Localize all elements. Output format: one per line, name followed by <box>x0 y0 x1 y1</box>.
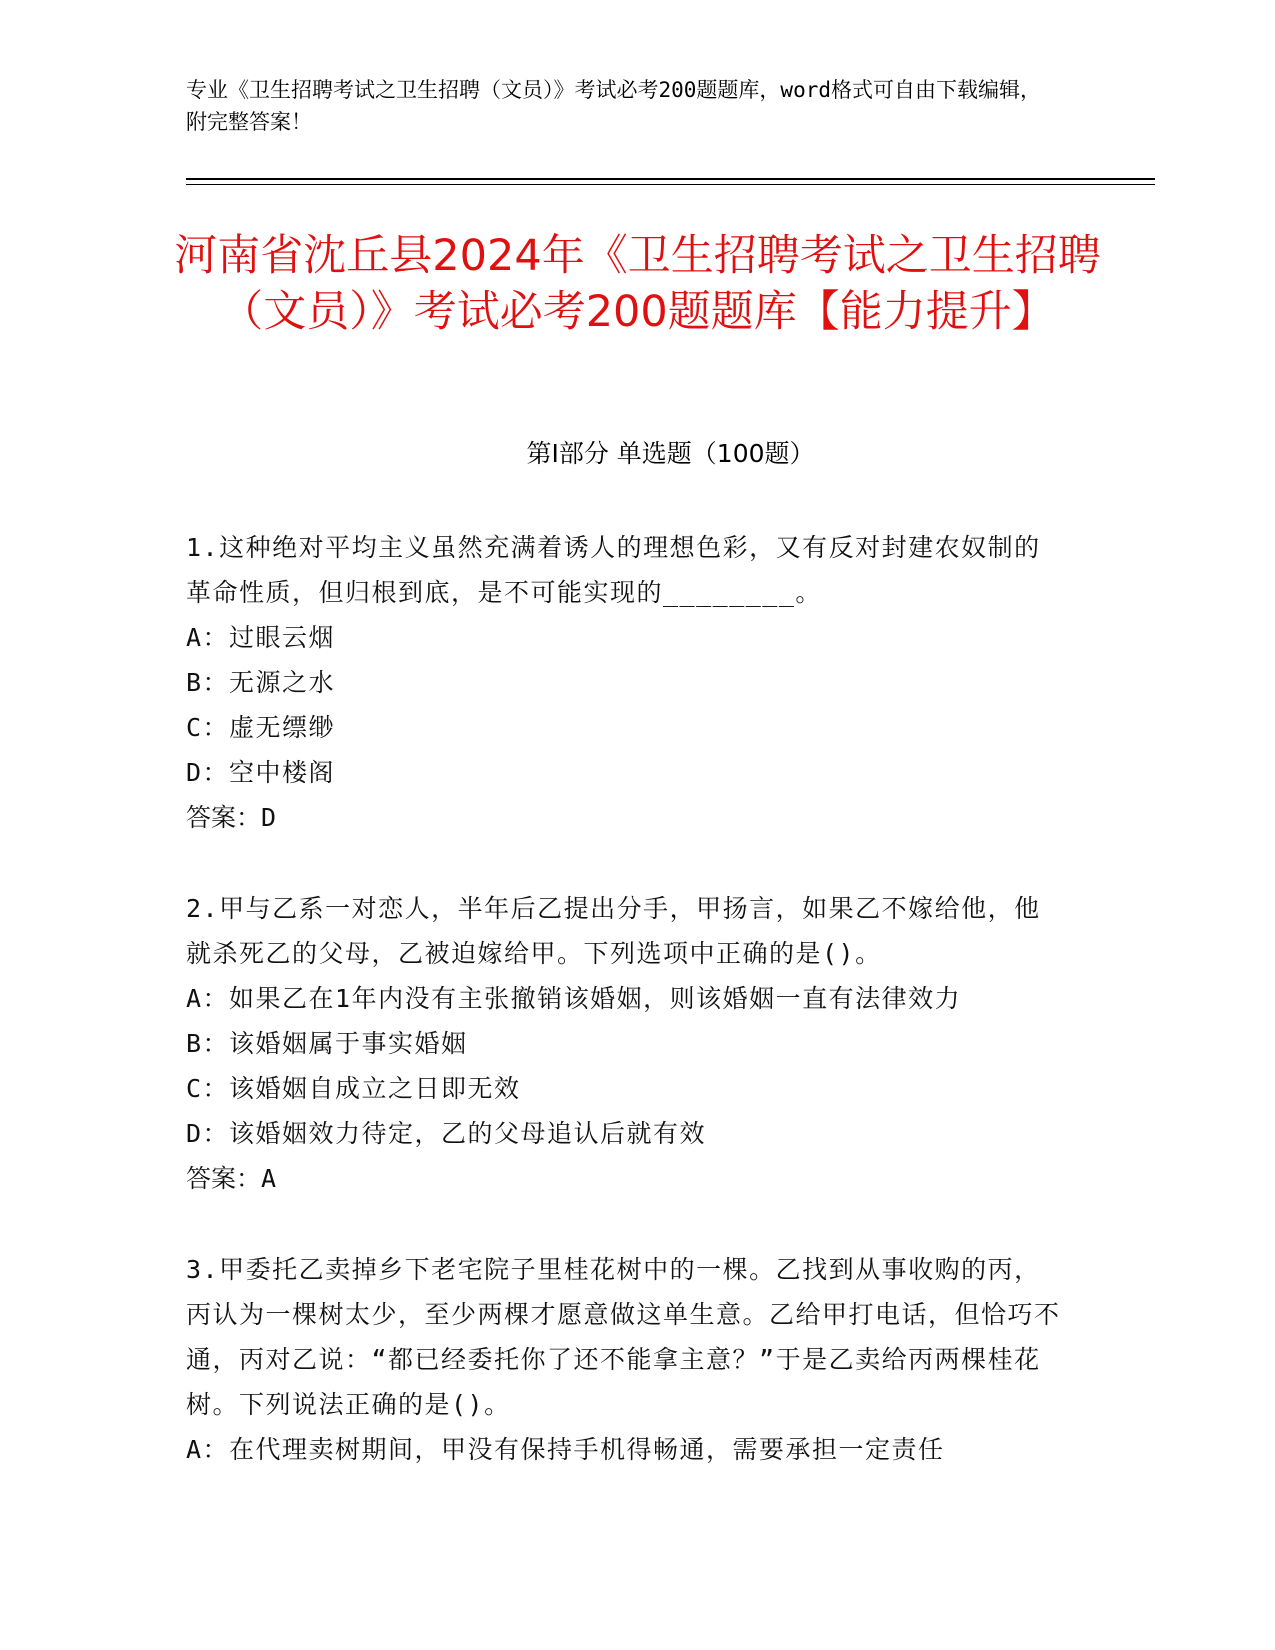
answer-value: A <box>261 1164 277 1193</box>
question-stem: 1.这种绝对平均主义虽然充满着诱人的理想色彩，又有反对封建农奴制的革命性质，但归根到底，是不可能实现的________。 <box>186 533 1041 607</box>
option-d: D：空中楼阁 <box>186 758 336 787</box>
option-a: A：过眼云烟 <box>186 623 336 652</box>
document-title: 河南省沈丘县2024年《卫生招聘考试之卫生招聘（文员）》考试必考200题题库【能力提升】 <box>174 231 1101 337</box>
answer-label: 答案： <box>186 803 262 832</box>
option-a: A：如果乙在1年内没有主张撤销该婚姻，则该婚姻一直有法律效力 <box>186 984 962 1013</box>
question-3 <box>186 1247 1066 1472</box>
header-rule-thick <box>186 178 1155 180</box>
option-b: B：该婚姻属于事实婚姻 <box>186 1029 468 1058</box>
option-b: B：无源之水 <box>186 668 336 697</box>
question-stem: 3.甲委托乙卖掉乡下老宅院子里桂花树中的一棵。乙找到从事收购的丙，丙认为一棵树太少，至少两棵才愿意做这单生意。乙给甲打电话，但恰巧不通，丙对乙说：“都已经委托你了还不能拿主意？”于是乙卖给丙两棵桂花树。下列说法正确的是()。 <box>186 1255 1061 1419</box>
question-2 <box>186 886 1066 1201</box>
question-list <box>186 525 1066 1518</box>
option-c: C：该婚姻自成立之日即无效 <box>186 1074 521 1103</box>
option-c: C：虚无缥缈 <box>186 713 336 742</box>
option-a: A：在代理卖树期间，甲没有保持手机得畅通，需要承担一定责任 <box>186 1435 945 1464</box>
question-stem: 2.甲与乙系一对恋人，半年后乙提出分手，甲扬言，如果乙不嫁给他，他就杀死乙的父母，乙被迫嫁给甲。下列选项中正确的是()。 <box>186 894 1041 968</box>
answer-line <box>186 795 1066 840</box>
section-title: 第Ⅰ部分 单选题（100题） <box>526 439 815 468</box>
question-1 <box>186 525 1066 840</box>
answer-line <box>186 1156 1066 1201</box>
answer-label: 答案： <box>186 1164 262 1193</box>
option-d: D：该婚姻效力待定，乙的父母追认后就有效 <box>186 1119 707 1148</box>
answer-value: D <box>261 803 277 832</box>
header-note: 专业《卫生招聘考试之卫生招聘（文员）》考试必考200题题库，word格式可自由下载编辑，附完整答案！ <box>186 78 1041 134</box>
header-rule-thin <box>186 184 1155 185</box>
